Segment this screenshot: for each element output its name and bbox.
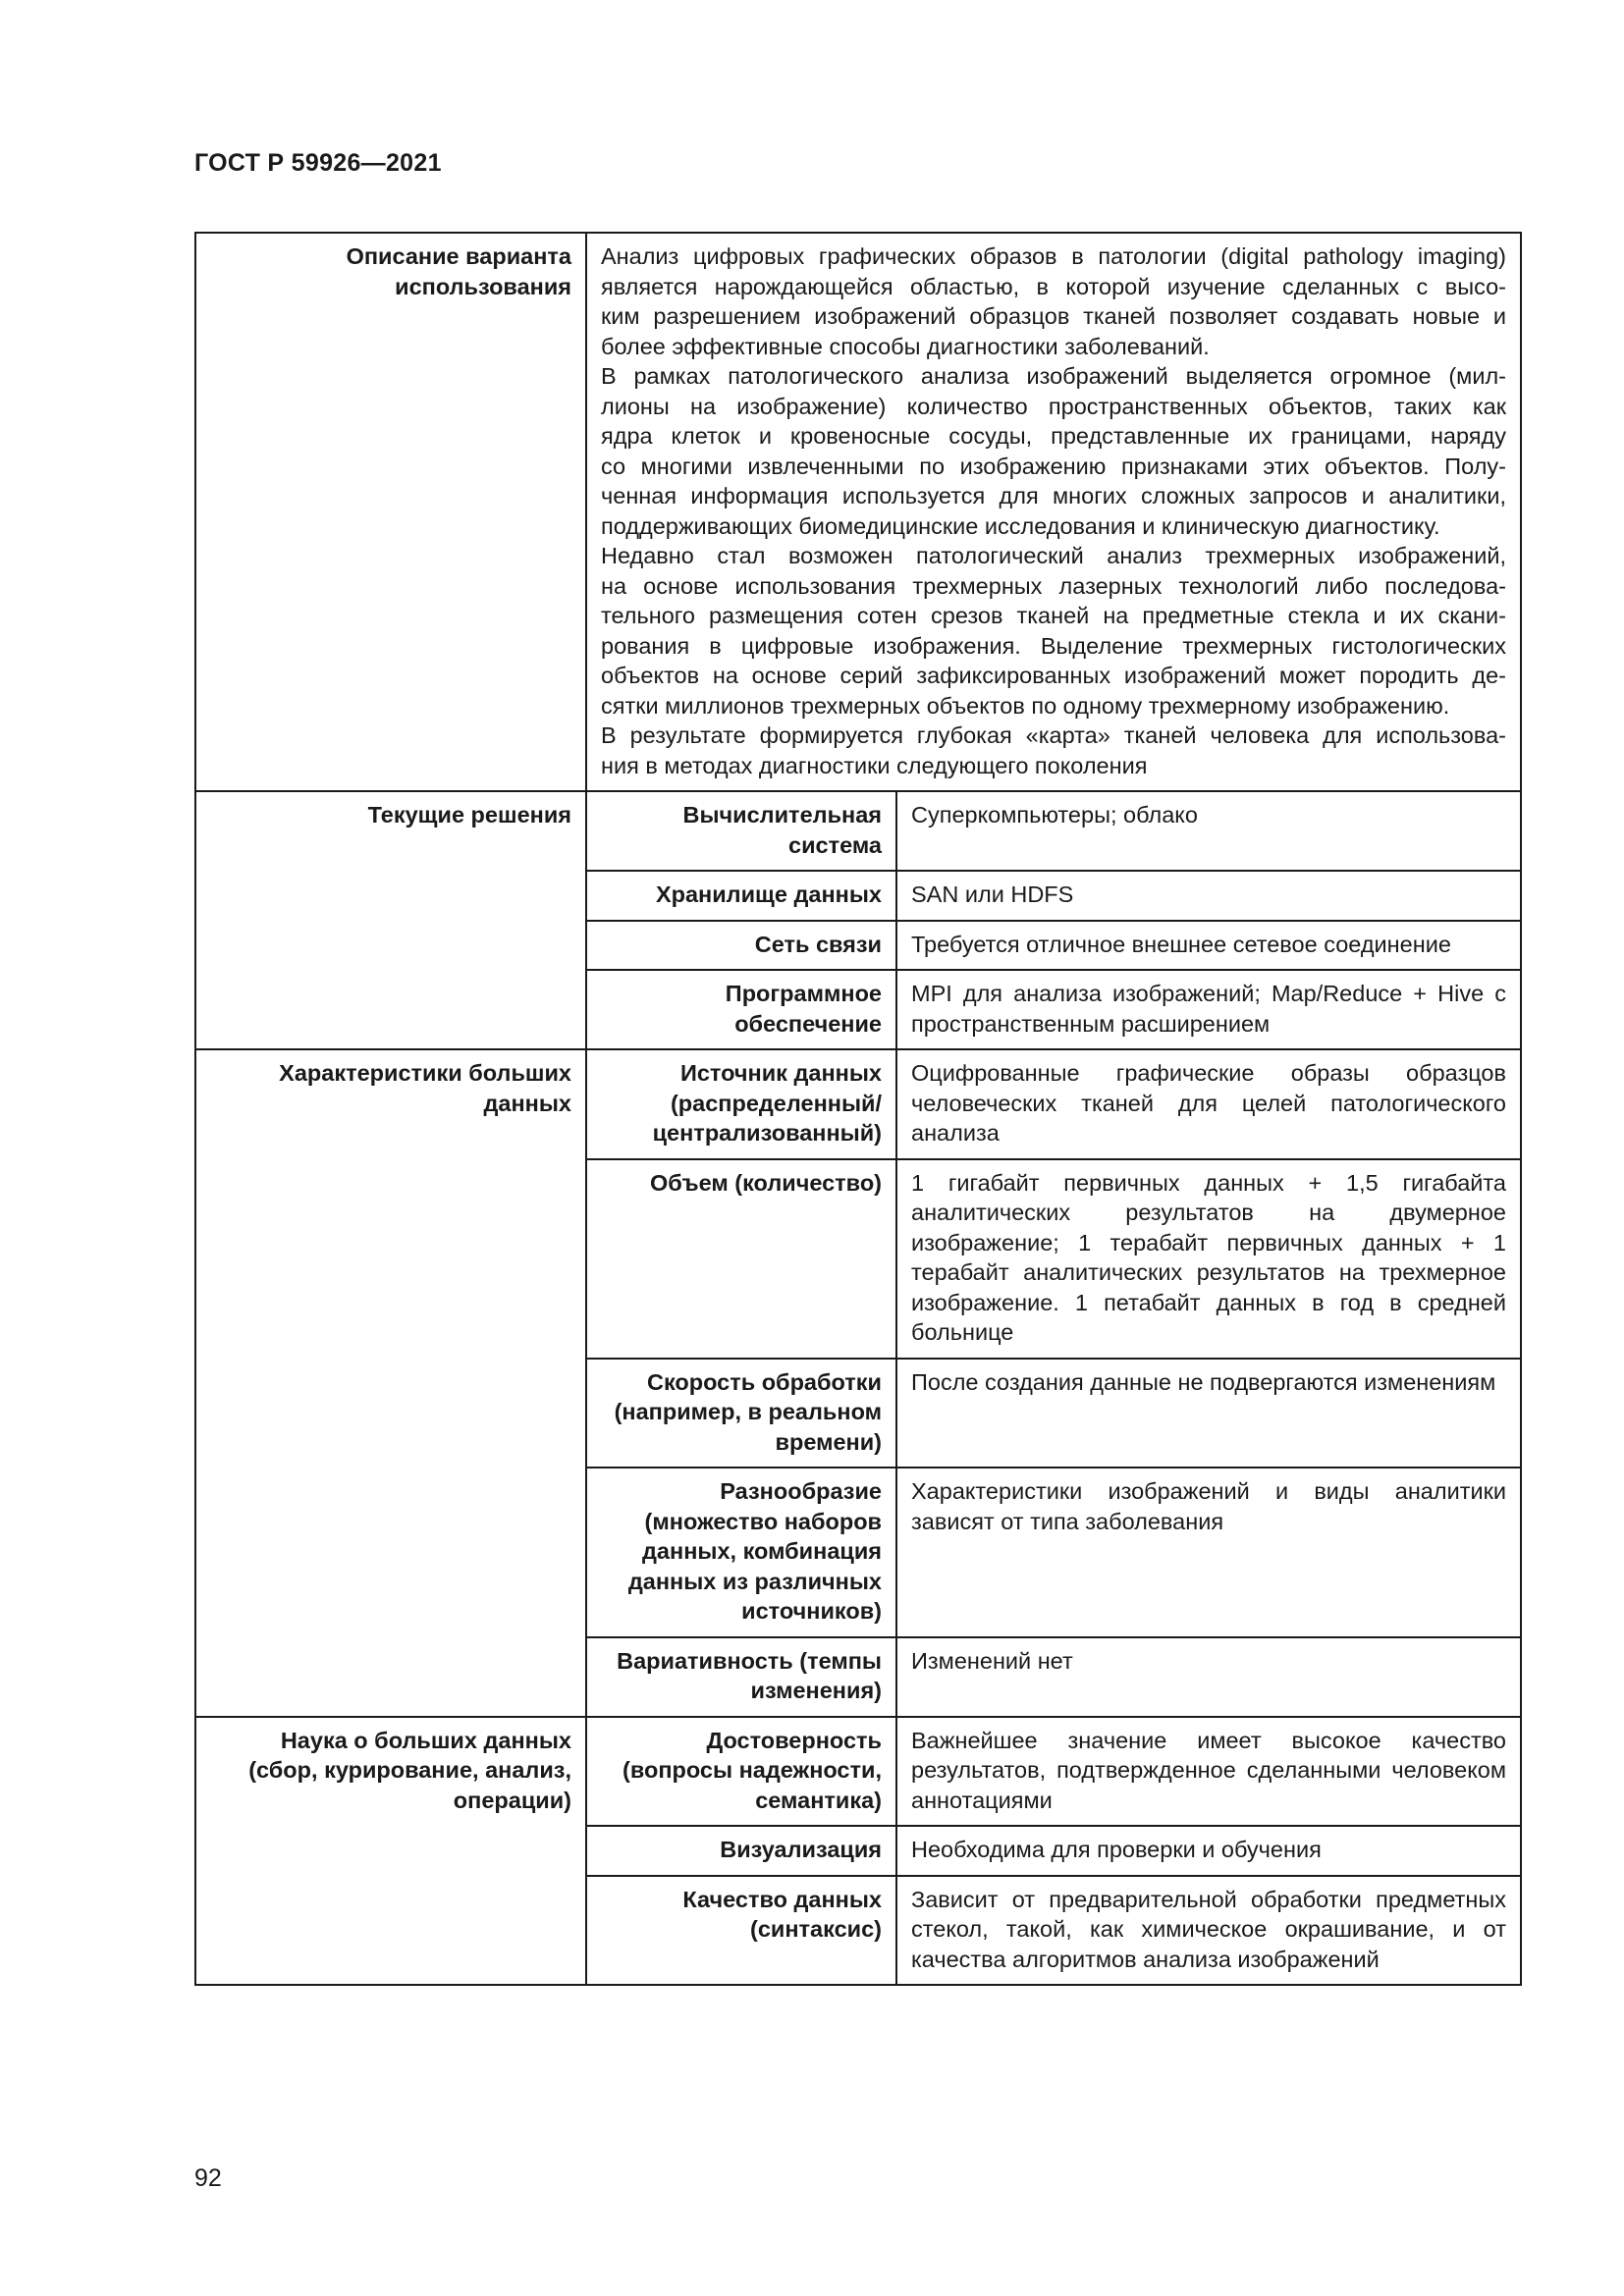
row-label: Описание варианта использования [195,233,586,791]
section-label: Текущие решения [195,791,586,1049]
description-line: поддерживающих биомедицинские исследования и клиническую диагностику. [601,512,1440,539]
document-header: ГОСТ Р 59926—2021 [194,149,442,177]
row-value: Необходима для проверки и обучения [896,1826,1521,1876]
row-value: Важнейшее значение имеет высокое качество результатов, подтвержденное сделанными человеком аннотациями [896,1717,1521,1827]
row-key: Источник данных (распределенный/ централизованный) [586,1049,896,1159]
row-key: Программное обеспечение [586,970,896,1049]
row-value: Суперкомпьютеры; облако [896,791,1521,871]
description-line: на основе использования трехмерных лазерных технологий либо последова- [601,572,1506,599]
row-value: Характеристики изображений и виды аналитики зависят от типа заболевания [896,1468,1521,1637]
row-key: Вычислительная система [586,791,896,871]
row-value: SAN или HDFS [896,871,1521,921]
description-line: лионы на изображение) количество пространственных объектов, таких как [601,393,1506,419]
description-text [586,233,1521,791]
description-line: рования в цифровые изображения. Выделение трехмерных гистологических [601,632,1506,659]
description-line: В рамках патологического анализа изображений выделяется огромное (мил- [601,363,1506,389]
section-label: Наука о больших данных (сбор, курирование, анализ, операции) [195,1717,586,1986]
row-key: Качество данных (синтаксис) [586,1876,896,1986]
row-value: MPI для анализа изображений; Map/Reduce + Hive с пространственным расширением [896,970,1521,1049]
row-key: Сеть связи [586,921,896,971]
row-value: Требуется отличное внешнее сетевое соединение [896,921,1521,971]
table-row [195,1049,1521,1159]
row-key: Разнообразие (множество наборов данных, комбинация данных из различных источников) [586,1468,896,1637]
description-line: ядра клеток и кровеносные сосуды, представленные их границами, наряду [601,423,1506,449]
description-line: со многими извлеченными по изображению признаками этих объектов. Полу- [601,453,1506,479]
row-value: Оцифрованные графические образы образцов человеческих тканей для целей патологического анализа [896,1049,1521,1159]
row-value: После создания данные не подвергаются изменениям [896,1359,1521,1468]
description-line: ченная информация используется для многих сложных запросов и аналитики, [601,483,1506,508]
description-line: более эффективные способы диагностики заболеваний. [601,333,1210,359]
description-line: ким разрешением изображений образцов тканей позволяет создавать новые и [601,303,1506,329]
row-key: Достоверность (вопросы надежности, семантика) [586,1717,896,1827]
description-line: является нарождающейся областью, в которой изучение сделанных с высо- [601,273,1506,299]
row-value: Зависит от предварительной обработки предметных стекол, такой, как химическое окрашивание, и от качества алгоритмов анализа изображений [896,1876,1521,1986]
section-label: Характеристики больших данных [195,1049,586,1717]
description-line: Недавно стал возможен патологический анализ трехмерных изображений, [601,543,1506,568]
description-line: объектов на основе серий зафиксированных изображений может породить де- [601,663,1506,688]
description-line: Анализ цифровых графических образов в патологии (digital pathology imaging) [601,243,1506,269]
page-number: 92 [194,2164,222,2192]
description-line: тельного размещения сотен срезов тканей на предметные стекла и их скани- [601,603,1506,628]
description-line: ния в методах диагностики следующего поколения [601,752,1148,778]
row-value: 1 гигабайт первичных данных + 1,5 гигабайта аналитических результатов на двумерное изображение; 1 терабайт первичных данных + 1 терабайт аналитических результатов на трехмерное изображение. 1 петабайт данных в год в средней больнице [896,1159,1521,1359]
row-key: Вариативность (темпы изменения) [586,1637,896,1717]
row-key: Визуализация [586,1826,896,1876]
use-case-table [194,232,1522,1986]
row-value: Изменений нет [896,1637,1521,1717]
row-key: Хранилище данных [586,871,896,921]
table-row [195,1717,1521,1827]
row-key: Скорость обработки (например, в реальном времени) [586,1359,896,1468]
description-line: сятки миллионов трехмерных объектов по одному трехмерному изображению. [601,692,1450,719]
table-row [195,233,1521,791]
table-row [195,791,1521,871]
row-key: Объем (количество) [586,1159,896,1359]
description-line: В результате формируется глубокая «карта» тканей человека для использова- [601,722,1506,748]
